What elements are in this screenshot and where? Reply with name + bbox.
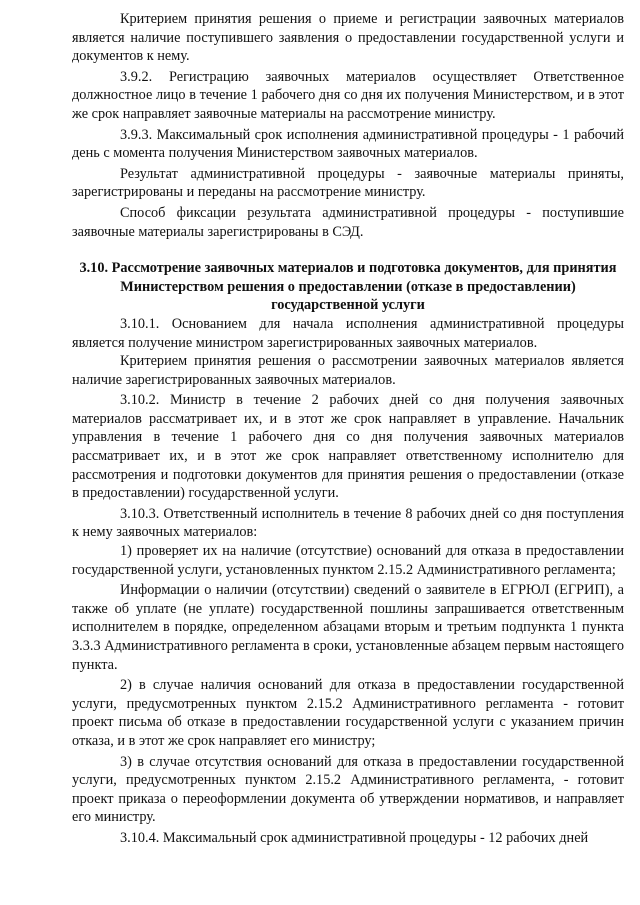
paragraph-3-9-3: 3.9.3. Максимальный срок исполнения административной процедуры - 1 рабочий день с момента получения Министерством заявочных материалов. <box>72 126 624 162</box>
fixation-paragraph: Способ фиксации результата административной процедуры - поступившие заявочные материалы зарегистрированы в СЭД. <box>72 204 624 240</box>
paragraph-3-10-1: 3.10.1. Основанием для начала исполнения административной процедуры является получение министром зарегистрированных заявочных материалов. <box>72 315 624 351</box>
criterion-3-10-paragraph: Критерием принятия решения о рассмотрении заявочных материалов является наличие зарегистрированных заявочных материалов. <box>72 353 624 388</box>
info-paragraph: Информации о наличии (отсутствии) сведений о заявителе в ЕГРЮЛ (ЕГРИП), а также об уплате (не уплате) государственной пошлины запрашивается ответственным исполнителем в порядке, определенном абзацами вторым и третьим подпункта 1 пункта 3.3.3 Административного регламента в сроки, установленные абзацем первым настоящего пункта. <box>72 582 624 673</box>
list-item-3: 3) в случае отсутствия оснований для отказа в предоставлении государственной услуги, предусмотренных пунктом 2.15.2 Административного регламента, - готовит проект приказа о переоформлении документа об утверждении нормативов, и направляет его министру. <box>72 753 624 826</box>
paragraph-3-10-2: 3.10.2. Министр в течение 2 рабочих дней со дня получения заявочных материалов рассматривает их, и в этот же срок направляет в управление. Начальник управления в течение 1 рабочего дня со дня получения заявочных материалов рассматривает их, и в этот же срок направляет ответственному исполнителю для рассмотрения и подготовки документов для принятия решения о предоставлении (отказе в предоставлении) государственной услуги. <box>72 392 624 502</box>
paragraph-3-9-2: 3.9.2. Регистрацию заявочных материалов осуществляет Ответственное должностное лицо в течение 1 рабочего дня со дня их получения Министерством, и в этот же срок направляет заявочные материалы на рассмотрение министру. <box>72 68 624 122</box>
result-paragraph: Результат административной процедуры - заявочные материалы приняты, зарегистрированы и переданы на рассмотрение министру. <box>72 165 624 201</box>
section-3-10-heading: 3.10. Рассмотрение заявочных материалов и подготовка документов, для принятия Министерством решения о предоставлении (отказе в предоставлении) государственной услуги <box>79 260 617 314</box>
criterion-3-9-paragraph: Критерием принятия решения о приеме и регистрации заявочных материалов является наличие поступившего заявления о предоставлении государственной услуги и документов к нему. <box>72 11 624 65</box>
list-item-2: 2) в случае наличия оснований для отказа в предоставлении государственной услуги, предусмотренных пунктом 2.15.2 Административного регламента - готовит проект письма об отказе в предоставлении государственной услуги с указанием причин отказа, и в этот же срок направляет его министру; <box>72 677 624 749</box>
paragraph-3-10-3: 3.10.3. Ответственный исполнитель в течение 8 рабочих дней со дня поступления к нему заявочных материалов: <box>72 505 624 541</box>
paragraph-3-10-4: 3.10.4. Максимальный срок административной процедуры - 12 рабочих дней <box>120 829 589 846</box>
list-item-1: 1) проверяет их на наличие (отсутствие) оснований для отказа в предоставлении государственной услуги, установленных пунктом 2.15.2 Административного регламента; <box>72 543 624 578</box>
document-page <box>72 10 624 848</box>
